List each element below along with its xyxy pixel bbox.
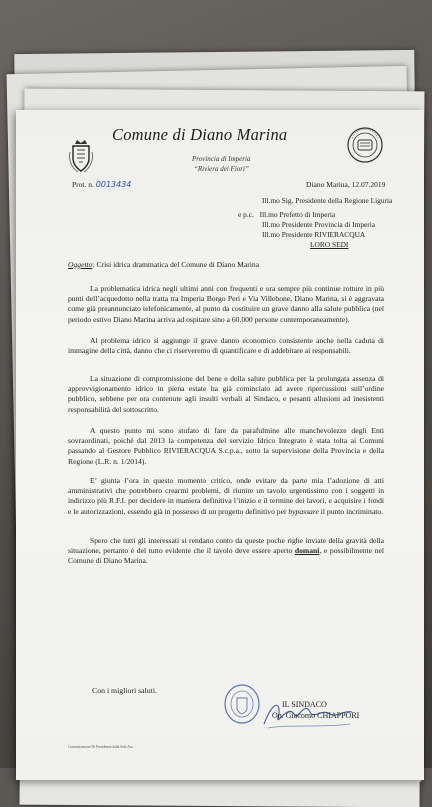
- paragraph-text-segment: , e possibilmente nel Comune di Diano Marina.: [68, 546, 384, 566]
- letterhead-motto: “Riviera dei Fiori”: [194, 165, 249, 173]
- paragraph-text-segment: E’ giunta l’ora in questo momento critico, onde evitare da parte mia l’adozione di atti amministrativi che potrebbero crearmi problemi, di riunire un tavolo urgentissimo con i soggetti in indirizzo più R.F.I. per decidere in maniera definitiva l’inizio e il termine dei lavori, e acquisire i fondi e le autorizzazioni, essendo già in possesso di un progetto definitivo per: [68, 476, 384, 516]
- recipient-cc-row: [238, 210, 335, 220]
- letterhead-province: Provincia di Imperia: [192, 155, 251, 163]
- subject-text: : Crisi idrica drammatica del Comune di Diano Marina: [92, 260, 260, 269]
- closing-salutation: Con i migliori saluti.: [92, 686, 157, 695]
- body-paragraph-6: [68, 536, 384, 567]
- recipient-main: Ill.mo Sig. Presidente della Regione Liguria: [262, 196, 393, 205]
- letterhead-title: Comune di Diano Marina: [112, 125, 288, 144]
- date-line: Diano Marina, 12.07.2019: [306, 180, 386, 189]
- paragraph-text-segment: Spero che tutti gli interessati si rendano conto da queste poche righe inviate della gravità della situazione, pertanto è del tutto evidente che il tavolo deve essere aperto: [68, 536, 384, 556]
- paragraph-text: A questo punto mi sono stufato di fare da parafulmine alle manchevolezze degli Enti sovraordinati, poiché dal 2013 la competenza del servizio Idrico Integrato è stata tolta ai Comuni passando al Gestore Pubblico RIVIERACQUA S.c.p.a., sotto la supervisione della Provincia e della Regione (L.R. n. 1/2014).: [68, 426, 384, 466]
- paragraph-text: La problematica idrica negli ultimi anni con frequenti e ora sempre più continue rotture in più punti dell’acquedotto nella tratta tra Imperia Borgo Peri e Via Villebone, Diano Marina, si è aggravata come già preannunciato telefonicamente, al punto da costituire un grave danno alla salute pubblica (nel periodo estivo Diano Marina arriva ad ospitare sino a 60.000 persone contemporaneamente).: [68, 284, 384, 324]
- letter-page: [16, 110, 424, 780]
- paragraph-text: La situazione di compromissione del bene e della salute pubblica per la prolungata assenza di approvvigionamento idrico in piena estate ha già cominciato ad avere ripercussioni sull’ordine pubblico, sebbene per ora contenute agli insulti verbali al Sindaco, e pesanti allusioni ad inesistenti responsabilità del sottoscritto.: [68, 374, 384, 414]
- protocol-number: 0013434: [95, 180, 132, 189]
- body-paragraph-4: [68, 426, 384, 467]
- round-stamp-icon: [222, 682, 262, 726]
- signature-title: IL SINDACO: [282, 700, 327, 709]
- emphasis-bypassare: bypassare: [288, 506, 319, 516]
- official-seal-icon: [346, 126, 384, 164]
- body-paragraph-1: [68, 284, 384, 325]
- footer-note: Comunicazione Di Presidenza dalla Sala Ass.: [68, 745, 134, 749]
- body-paragraph-2: [68, 336, 384, 356]
- recipient-cc-item: Ill.mo Presidente Provincia di Imperia: [262, 220, 376, 229]
- municipal-crest-icon: [68, 138, 94, 174]
- paragraph-text: [68, 476, 384, 517]
- recipient-loro-sedi: LORO SEDI: [310, 240, 349, 249]
- emphasis-domani: domani: [294, 546, 320, 556]
- protocol-line: [72, 180, 131, 190]
- paragraph-text: Al problema idrico si aggiunge il grave danno economico consistente anche nella caduta di immagine della città, danno che ci riserveremo di quantificare e di addebitare ai responsabili.: [68, 336, 384, 356]
- subject-line: [68, 260, 259, 270]
- paragraph-text: [68, 536, 384, 567]
- body-paragraph-5: [68, 476, 384, 517]
- paragraph-text-segment: il punto incriminato.: [318, 506, 384, 516]
- subject-label: Oggetto: [68, 260, 93, 269]
- body-paragraph-3: [68, 374, 384, 415]
- recipient-cc-item: Ill.mo Prefetto di Imperia: [259, 210, 336, 219]
- epc-label: e p.c.: [238, 210, 254, 219]
- recipient-cc-item: Ill.mo Presidente RIVIERACQUA: [262, 230, 366, 239]
- signature-name: On. Giacomo CHIAPPORI: [272, 711, 360, 720]
- protocol-label: Prot. n.: [72, 180, 94, 189]
